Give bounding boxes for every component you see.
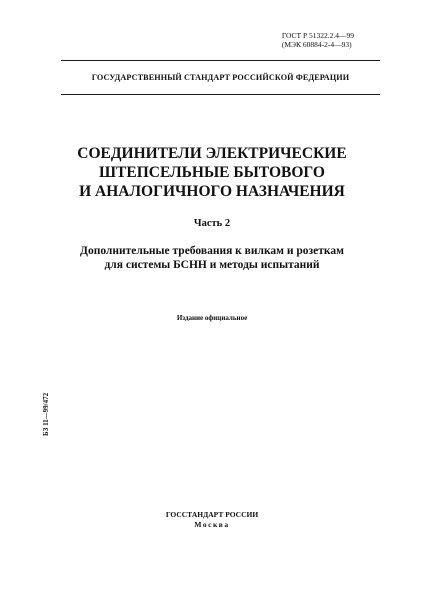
document-subtitle bbox=[40, 244, 384, 272]
edition-note: Издание официальное bbox=[176, 314, 248, 322]
iec-code: (МЭК 60884-2-4—93) bbox=[281, 40, 352, 49]
publisher-name: ГОССТАНДАРТ РОССИИ bbox=[165, 510, 259, 519]
part-number: Часть 2 bbox=[193, 218, 231, 229]
side-registration-code: БЗ 11—99/472 bbox=[42, 392, 50, 436]
top-rule bbox=[61, 60, 380, 61]
publisher-block bbox=[40, 510, 384, 530]
document-title bbox=[40, 144, 384, 201]
standard-code-block bbox=[282, 31, 354, 49]
bottom-rule bbox=[61, 94, 380, 95]
title-line: И АНАЛОГИЧНОГО НАЗНАЧЕНИЯ bbox=[79, 183, 345, 200]
publisher-city: Москва bbox=[194, 520, 230, 529]
title-line: ШТЕПСЕЛЬНЫЕ БЫТОВОГО bbox=[99, 164, 325, 181]
state-standard-heading: ГОСУДАРСТВЕННЫЙ СТАНДАРТ РОССИЙСКОЙ ФЕДЕРАЦИИ bbox=[91, 73, 350, 82]
standard-code: ГОСТ Р 51322.2.4—99 bbox=[281, 31, 354, 40]
title-line: СОЕДИНИТЕЛИ ЭЛЕКТРИЧЕСКИЕ bbox=[77, 145, 347, 162]
subtitle-line: Дополнительные требования к вилкам и розеткам bbox=[80, 245, 344, 257]
subtitle-line: для системы БСНН и методы испытаний bbox=[104, 259, 320, 271]
